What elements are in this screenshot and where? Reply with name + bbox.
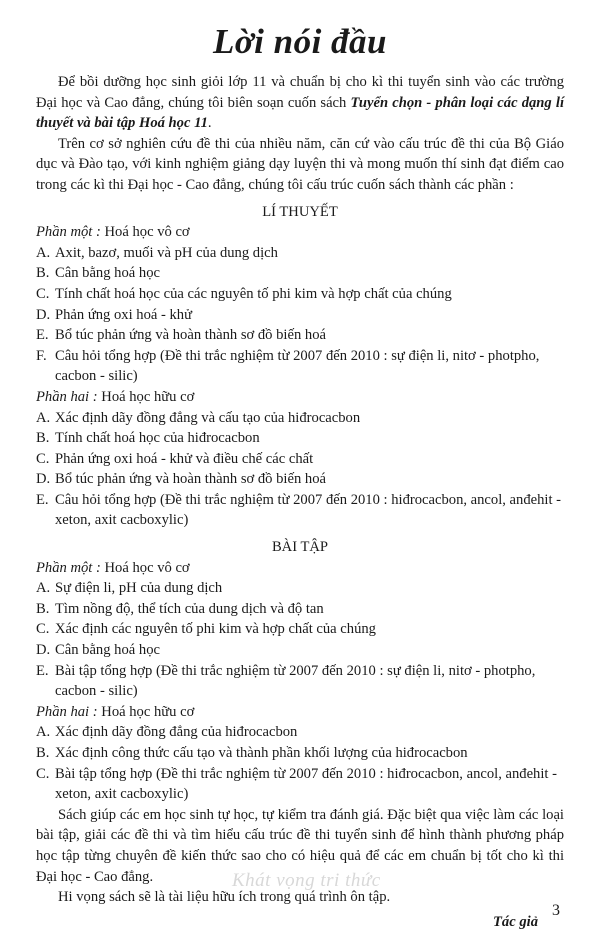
item-letter: C. bbox=[36, 765, 50, 782]
list-item bbox=[36, 764, 564, 805]
theory-part2-value: Hoá học hữu cơ bbox=[101, 388, 195, 405]
item-letter: E. bbox=[36, 327, 49, 344]
exercises-part1-heading bbox=[36, 558, 564, 579]
closing-paragraph-1: Sách giúp các em học sinh tự học, tự kiểm tra đánh giá. Đặc biệt qua việc làm các loại bài tập, giải các đề thi và tìm hiểu cấu trúc đề thi tuyển sinh để hình thành phương pháp học tập từng chuyên đề kiến thức sao cho có hiệu quả để các em chuẩn bị tốt cho kì thi Đại học - Cao đẳng. bbox=[36, 806, 564, 885]
exercises-part2-label: Phần hai : bbox=[36, 703, 98, 720]
theory-part1-label: Phần một : bbox=[36, 224, 101, 241]
item-letter: C. bbox=[36, 285, 50, 302]
theory-heading: LÍ THUYẾT bbox=[262, 203, 338, 220]
item-letter: A. bbox=[36, 409, 51, 426]
item-text: Xác định công thức cấu tạo và thành phần khối lượng của hiđrocacbon bbox=[55, 745, 468, 761]
item-text: Câu hỏi tổng hợp (Đề thi trắc nghiệm từ 2007 đến 2010 : hiđrocacbon, ancol, anđehit - xeton, axit cacboxylic) bbox=[55, 491, 562, 529]
intro-paragraph-2: Trên cơ sở nghiên cứu đề thi của nhiều năm, căn cứ vào cấu trúc đề thi của Bộ Giáo dục và Đào tạo, với kinh nghiệm giảng dạy luyện thi và mong muốn thí sinh đạt điểm cao trong các kì thi Đại học - Cao đẳng, chúng tôi cấu trúc cuốn sách thành các phần : bbox=[36, 135, 564, 193]
exercises-part2-heading bbox=[36, 702, 564, 723]
theory-part2-label: Phần hai : bbox=[36, 388, 98, 405]
item-letter: D. bbox=[36, 642, 51, 659]
list-item bbox=[36, 305, 564, 326]
item-letter: B. bbox=[36, 745, 50, 761]
exercises-heading: BÀI TẬP bbox=[271, 539, 329, 556]
list-item bbox=[36, 640, 564, 661]
exercises-part2-value: Hoá học hữu cơ bbox=[101, 703, 195, 720]
list-item bbox=[36, 661, 564, 702]
theory-part1-value: Hoá học vô cơ bbox=[104, 224, 190, 241]
exercises-part1-list bbox=[36, 578, 564, 702]
book-title: Tuyển chọn - phân loại các dạng lí thuyết và bài tập Hoá học 11 bbox=[36, 94, 564, 132]
item-text: Bài tập tổng hợp (Đề thi trắc nghiệm từ 2007 đến 2010 : sự điện li, nitơ - photpho, cacbon - silic) bbox=[55, 662, 536, 700]
watermark: Khát vọng tri thức bbox=[232, 870, 381, 891]
list-item bbox=[36, 599, 564, 620]
item-letter: D. bbox=[36, 471, 51, 488]
item-text: Phản ứng oxi hoá - khử và điều chế các chất bbox=[55, 450, 314, 467]
document-body bbox=[36, 72, 564, 932]
list-item bbox=[36, 325, 564, 346]
item-text: Axit, bazơ, muối và pH của dung dịch bbox=[55, 244, 278, 261]
list-item bbox=[36, 578, 564, 599]
item-text: Cân bằng hoá học bbox=[55, 265, 160, 282]
author-signature: Tác giả bbox=[493, 913, 538, 930]
item-text: Phản ứng oxi hoá - khử bbox=[55, 306, 193, 323]
list-item bbox=[36, 243, 564, 264]
list-item bbox=[36, 408, 564, 429]
item-text: Tìm nồng độ, thể tích của dung dịch và độ tan bbox=[55, 600, 324, 617]
exercises-part2-list bbox=[36, 722, 564, 804]
intro-text-start: Để bồi dưỡng học sinh giỏi lớp 11 và chuẩn bị cho kì thi tuyển sinh vào các trường Đại học và Cao đẳng, chúng tôi biên soạn cuốn sách bbox=[36, 74, 564, 111]
item-letter: B. bbox=[36, 265, 50, 282]
page-number: 3 bbox=[552, 902, 560, 919]
item-text: Xác định dãy đồng đẳng và cấu tạo của hiđrocacbon bbox=[55, 409, 361, 426]
list-item bbox=[36, 428, 564, 449]
list-item bbox=[36, 722, 564, 743]
item-text: Xác định các nguyên tố phi kim và hợp chất của chúng bbox=[55, 621, 376, 638]
item-letter: A. bbox=[36, 244, 51, 261]
list-item bbox=[36, 346, 564, 387]
item-text: Tính chất hoá học của các nguyên tố phi kim và hợp chất của chúng bbox=[55, 285, 452, 302]
list-item bbox=[36, 490, 564, 531]
list-item bbox=[36, 743, 564, 764]
item-letter: D. bbox=[36, 306, 51, 323]
item-letter: F. bbox=[36, 347, 47, 364]
item-text: Tính chất hoá học của hiđrocacbon bbox=[55, 430, 260, 447]
item-text: Xác định dãy đồng đẳng của hiđrocacbon bbox=[55, 724, 298, 741]
list-item bbox=[36, 619, 564, 640]
item-letter: C. bbox=[36, 450, 50, 467]
list-item bbox=[36, 449, 564, 470]
item-letter: E. bbox=[36, 491, 49, 508]
page-title: Lời nói đầu bbox=[212, 22, 388, 61]
exercises-part1-value: Hoá học vô cơ bbox=[104, 559, 190, 576]
intro-text-end: . bbox=[207, 115, 212, 132]
item-letter: C. bbox=[36, 621, 50, 638]
item-letter: A. bbox=[36, 724, 51, 741]
theory-part2-heading bbox=[36, 387, 564, 408]
theory-part1-list bbox=[36, 243, 564, 387]
item-letter: E. bbox=[36, 662, 49, 679]
list-item bbox=[36, 469, 564, 490]
item-text: Bổ túc phản ứng và hoàn thành sơ đồ biến hoá bbox=[55, 471, 326, 488]
list-item bbox=[36, 284, 564, 305]
closing-paragraph-2: Hi vọng sách sẽ là tài liệu hữu ích trong quá trình ôn tập. bbox=[58, 889, 391, 906]
item-text: Bổ túc phản ứng và hoàn thành sơ đồ biến hoá bbox=[55, 327, 326, 344]
item-letter: B. bbox=[36, 600, 50, 617]
item-text: Sự điện li, pH của dung dịch bbox=[55, 580, 223, 597]
list-item bbox=[36, 263, 564, 284]
item-letter: B. bbox=[36, 430, 50, 447]
theory-part1-heading bbox=[36, 222, 564, 243]
item-text: Cân bằng hoá học bbox=[55, 642, 160, 659]
exercises-part1-label: Phần một : bbox=[36, 559, 101, 576]
theory-part2-list bbox=[36, 408, 564, 532]
item-text: Câu hỏi tổng hợp (Đề thi trắc nghiệm từ 2007 đến 2010 : sự điện li, nitơ - photpho, cacbon - silic) bbox=[55, 347, 540, 385]
item-text: Bài tập tổng hợp (Đề thi trắc nghiệm từ 2007 đến 2010 : hiđrocacbon, ancol, anđehit - xeton, axit cacboxylic) bbox=[55, 765, 557, 803]
item-letter: A. bbox=[36, 580, 51, 597]
intro-paragraph-1 bbox=[36, 72, 564, 134]
